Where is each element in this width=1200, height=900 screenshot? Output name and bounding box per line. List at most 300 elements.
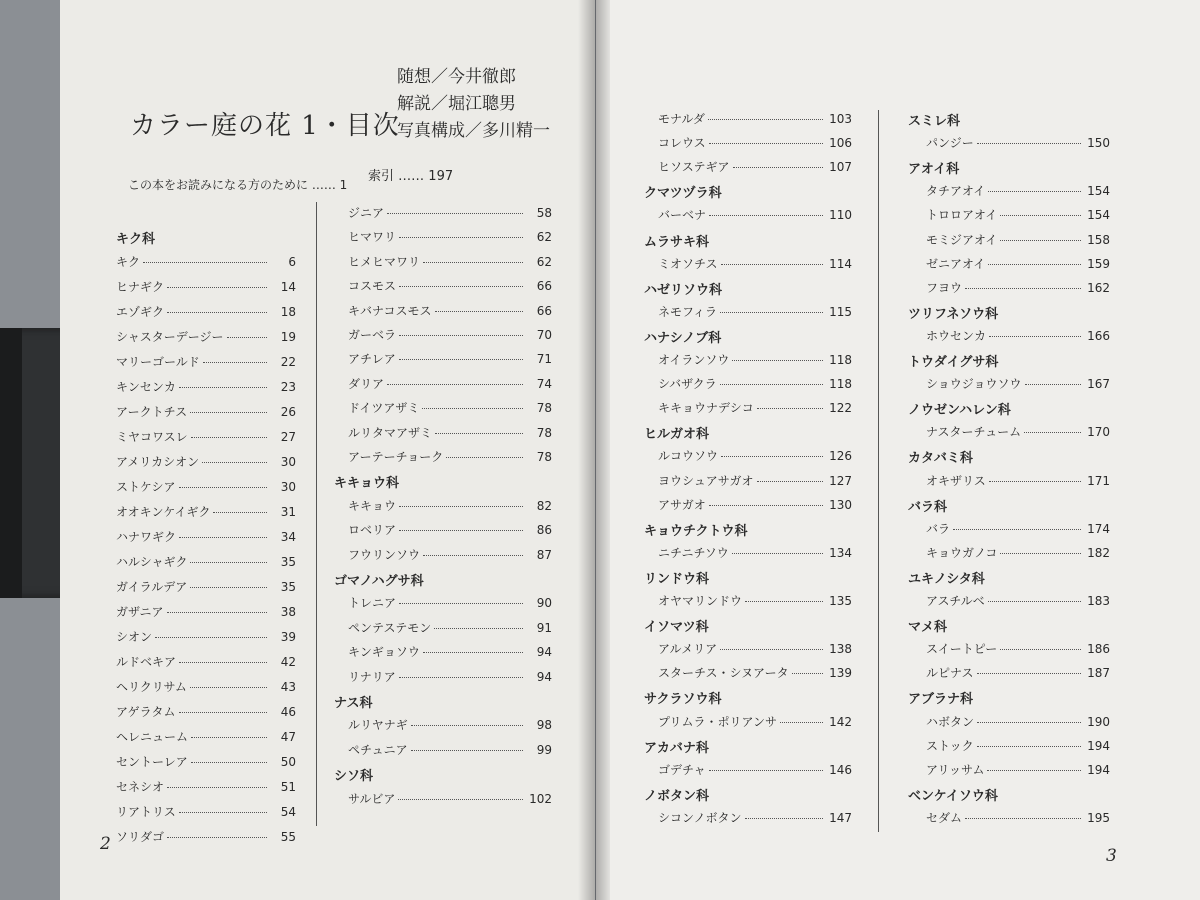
family-heading <box>644 737 852 755</box>
entry-page: 154 <box>1087 184 1110 199</box>
entry-page: 167 <box>1087 377 1110 392</box>
leader-dots <box>179 711 267 713</box>
toc-entry[interactable] <box>116 578 296 596</box>
entry-label: セネシオ <box>116 780 165 794</box>
toc-entry[interactable] <box>926 640 1110 658</box>
credits <box>397 64 550 145</box>
toc-entry[interactable] <box>116 753 296 771</box>
family-heading <box>908 688 1110 706</box>
toc-entry[interactable] <box>658 809 852 827</box>
entry-page: 195 <box>1087 810 1110 825</box>
leader-dots <box>155 636 267 638</box>
toc-entry[interactable] <box>926 423 1110 441</box>
entry-label: コレウス <box>658 136 706 151</box>
entry-page: 58 <box>536 206 552 220</box>
family-heading <box>908 399 1110 417</box>
toc-entry[interactable] <box>116 628 296 646</box>
entry-page: 146 <box>829 762 852 777</box>
family-name: イソマツ科 <box>644 620 709 636</box>
toc-entry[interactable] <box>658 158 852 176</box>
entry-page: 51 <box>280 780 296 794</box>
family-heading <box>334 472 552 490</box>
entry-page: 194 <box>1087 762 1110 777</box>
toc-entry[interactable] <box>658 544 852 562</box>
entry-label: アスチルベ <box>926 594 985 608</box>
entry-page: 170 <box>1087 425 1110 440</box>
leader-dots <box>399 358 523 360</box>
entry-page: 43 <box>280 680 296 694</box>
family-heading <box>908 351 1110 369</box>
toc-entry[interactable] <box>348 375 552 393</box>
entry-label: パンジー <box>926 136 974 151</box>
leader-dots <box>203 361 267 363</box>
leader-dots <box>387 212 523 214</box>
entry-label: トレニア <box>348 596 397 611</box>
intro-entry[interactable] <box>128 176 347 193</box>
family-name: ノウゼンハレン科 <box>908 403 1011 419</box>
toc-entry[interactable] <box>658 255 852 273</box>
entry-label: アメリカシオン <box>116 455 200 469</box>
entry-page: 86 <box>536 523 552 538</box>
toc-entry[interactable] <box>926 182 1110 200</box>
entry-label: リアトリス <box>116 805 176 819</box>
leader-dots <box>435 432 523 434</box>
leader-dots <box>190 686 267 688</box>
entry-label: ハルシャギク <box>116 555 188 569</box>
entry-label: シコンノボタン <box>658 810 742 825</box>
toc-entry[interactable] <box>348 741 552 759</box>
entry-label: モナルダ <box>658 112 705 126</box>
entry-page: 94 <box>536 645 552 660</box>
entry-page: 139 <box>829 666 852 681</box>
toc-entry[interactable] <box>116 253 296 271</box>
toc-entry[interactable] <box>116 553 296 571</box>
entry-page: 106 <box>829 136 852 151</box>
toc-entry[interactable] <box>926 544 1110 562</box>
entry-page: 42 <box>280 655 296 669</box>
family-name: アオイ科 <box>908 162 960 178</box>
entry-page: 50 <box>280 755 296 769</box>
family-name: キキョウ科 <box>334 476 400 492</box>
entry-label: オヤマリンドウ <box>658 594 743 608</box>
entry-page: 183 <box>1087 594 1110 608</box>
entry-label: バーベナ <box>658 208 707 223</box>
entry-page: 78 <box>536 401 552 416</box>
toc-entry[interactable] <box>926 809 1110 827</box>
entry-label: キク <box>116 255 141 269</box>
entry-page: 14 <box>280 280 296 294</box>
leader-dots <box>720 311 823 313</box>
toc-entry[interactable] <box>116 378 296 396</box>
leader-dots <box>732 552 823 554</box>
leader-dots <box>953 528 1081 530</box>
family-heading <box>334 570 552 588</box>
toc-entry[interactable] <box>348 350 552 368</box>
entry-label: プリムラ・ポリアンサ <box>658 714 778 729</box>
toc-entry[interactable] <box>348 448 552 466</box>
leader-dots <box>399 334 523 336</box>
entry-page: 186 <box>1087 642 1110 657</box>
family-name: ムラサキ科 <box>644 234 710 250</box>
entry-page: 90 <box>536 596 552 611</box>
leader-dots <box>987 769 1081 771</box>
toc-entry[interactable] <box>116 828 296 846</box>
leader-dots <box>423 554 523 556</box>
entry-page: 31 <box>280 505 296 519</box>
entry-label: セダム <box>926 810 963 825</box>
leader-dots <box>191 736 267 738</box>
entry-label: キキョウ <box>348 498 397 513</box>
leader-dots <box>977 721 1081 723</box>
family-name: アカバナ科 <box>644 740 709 756</box>
entry-label: オイランソウ <box>658 353 730 367</box>
entry-page: 19 <box>280 330 296 344</box>
toc-entry[interactable] <box>116 503 296 521</box>
entry-label: コスモス <box>348 279 397 294</box>
entry-page: 194 <box>1087 738 1110 753</box>
toc-entry[interactable] <box>116 403 296 421</box>
toc-entry[interactable] <box>658 134 852 152</box>
toc-entry[interactable] <box>116 278 296 296</box>
entry-label: キンセンカ <box>116 380 176 394</box>
entry-label: ストック <box>926 738 974 753</box>
entry-label: ダリア <box>348 376 385 391</box>
toc-entry[interactable] <box>348 619 552 637</box>
family-name: ベンケイソウ科 <box>908 788 998 804</box>
entry-label: ヒソステギア <box>658 160 730 175</box>
entry-page: 91 <box>536 620 552 635</box>
family-heading <box>644 616 852 634</box>
toc-entry[interactable] <box>658 761 852 779</box>
toc-entry[interactable] <box>348 546 552 564</box>
leader-dots <box>732 359 823 361</box>
leader-dots <box>989 480 1081 482</box>
entry-page: 18 <box>280 305 296 319</box>
leader-dots <box>709 214 823 216</box>
intro-label: この本をお読みになる方のために <box>128 178 309 192</box>
leader-dots <box>988 600 1081 602</box>
leader-dots <box>399 236 523 238</box>
entry-label: ジニア <box>348 206 385 220</box>
toc-entry[interactable] <box>116 528 296 546</box>
leader-dots <box>179 811 267 813</box>
entry-label: キバナコスモス <box>348 303 432 318</box>
entry-label: ヘリクリサム <box>116 680 187 694</box>
toc-entry[interactable] <box>926 231 1110 249</box>
toc-entry[interactable] <box>926 737 1110 755</box>
entry-label: セントーレア <box>116 755 188 769</box>
entry-label: ハナワギク <box>116 530 177 544</box>
entry-page: 62 <box>536 254 552 269</box>
entry-page: 47 <box>280 730 296 744</box>
family-name: ヒルガオ科 <box>644 427 710 443</box>
leader-dots <box>167 836 267 838</box>
entry-label: ルリタマアザミ <box>348 425 433 440</box>
index-entry[interactable] <box>368 165 453 184</box>
leader-dots <box>179 661 267 663</box>
entry-page: 78 <box>536 450 552 464</box>
leader-dots <box>988 190 1081 192</box>
leader-dots <box>780 721 823 723</box>
entry-label: ペチュニア <box>348 742 408 757</box>
leader-dots <box>977 142 1081 144</box>
toc-entry[interactable] <box>658 640 852 658</box>
entry-label: ミヤコワスレ <box>116 430 188 444</box>
index-page: 197 <box>428 169 454 184</box>
toc-entry[interactable] <box>116 778 296 796</box>
leader-dots <box>721 263 823 265</box>
entry-page: 70 <box>536 328 552 342</box>
entry-label: ガイラルデア <box>116 580 188 594</box>
leader-dots <box>399 285 523 287</box>
entry-page: 54 <box>280 805 296 819</box>
entry-page: 110 <box>829 208 852 223</box>
toc-entry[interactable] <box>348 497 552 515</box>
family-heading <box>644 423 852 441</box>
entry-page: 94 <box>536 669 552 684</box>
leader-dots <box>167 311 267 313</box>
toc-entry[interactable] <box>658 206 852 224</box>
entry-label: ペンテステモン <box>348 620 432 635</box>
toc-entry[interactable] <box>926 327 1110 345</box>
toc-entry[interactable] <box>116 428 296 446</box>
toc-entry[interactable] <box>926 520 1110 538</box>
entry-page: 171 <box>1087 473 1110 488</box>
leader-dots <box>965 817 1081 819</box>
toc-entry[interactable] <box>348 253 552 271</box>
entry-label: トロロアオイ <box>926 208 998 223</box>
family-name: スミレ科 <box>908 114 961 129</box>
entry-page: 66 <box>536 279 552 294</box>
leader-dots <box>988 263 1081 265</box>
entry-label: ネモフィラ <box>658 304 718 319</box>
page-title: カラー庭の花 1・目次 <box>130 111 400 141</box>
toc-entry[interactable] <box>926 206 1110 224</box>
entry-page: 71 <box>536 352 552 367</box>
leader-dots <box>423 261 523 263</box>
entry-page: 114 <box>829 256 852 271</box>
toc-entry[interactable] <box>116 478 296 496</box>
toc-entry[interactable] <box>658 447 852 465</box>
toc-entry[interactable] <box>116 328 296 346</box>
entry-page: 134 <box>829 545 852 560</box>
leader-dots <box>143 261 267 263</box>
entry-page: 98 <box>536 718 552 733</box>
entry-label: ガーベラ <box>348 328 397 342</box>
family-name: リンドウ科 <box>644 571 710 587</box>
entry-page: 6 <box>288 255 296 269</box>
leader-dots <box>227 336 267 338</box>
entry-label: ルリヤナギ <box>348 718 408 733</box>
entry-label: ヒマワリ <box>348 230 397 245</box>
entry-page: 26 <box>280 405 296 419</box>
leader-dots <box>708 118 823 120</box>
toc-entry[interactable] <box>348 228 552 246</box>
entry-page: 182 <box>1087 545 1110 560</box>
entry-page: 174 <box>1087 521 1110 536</box>
entry-label: フヨウ <box>926 280 963 295</box>
toc-entry[interactable] <box>926 761 1110 779</box>
leader-dots <box>446 456 523 458</box>
toc-entry[interactable] <box>348 594 552 612</box>
leader-dots <box>757 407 823 409</box>
toc-entry[interactable] <box>116 803 296 821</box>
family-heading <box>908 496 1110 514</box>
entry-page: 162 <box>1087 280 1110 295</box>
leader-dots <box>167 611 267 613</box>
leader-dots <box>1000 214 1081 216</box>
toc-entry[interactable] <box>658 375 852 393</box>
toc-entry[interactable] <box>116 678 296 696</box>
entry-label: スターチス・シヌアータ <box>658 666 789 681</box>
entry-label: ナスターチューム <box>926 425 1022 440</box>
leader-dots <box>422 407 523 409</box>
toc-entry[interactable] <box>926 592 1110 610</box>
toc-entry[interactable] <box>658 713 852 731</box>
entry-label: アーテーチョーク <box>348 450 444 464</box>
entry-page: 158 <box>1087 232 1110 247</box>
family-name: キョウチクトウ科 <box>644 523 748 539</box>
leader-dots <box>965 287 1081 289</box>
family-heading <box>644 688 852 706</box>
toc-entry[interactable] <box>116 728 296 746</box>
leader-dots <box>399 676 523 678</box>
toc-entry[interactable] <box>658 472 852 490</box>
toc-entry[interactable] <box>348 643 552 661</box>
entry-label: ハボタン <box>926 714 975 729</box>
toc-entry[interactable] <box>658 110 852 128</box>
family-heading <box>908 785 1110 803</box>
leader-dots <box>411 749 523 751</box>
family-heading <box>334 765 552 783</box>
family-heading <box>644 327 852 345</box>
family-heading <box>908 447 1110 465</box>
entry-label: ロベリア <box>348 523 397 538</box>
toc-entry[interactable] <box>926 134 1110 152</box>
credit-essay: 随想／今井徹郎 <box>397 67 516 87</box>
binder-clip-edge <box>0 328 22 598</box>
toc-entry[interactable] <box>116 453 296 471</box>
entry-page: 78 <box>536 425 552 440</box>
entry-label: ニチニチソウ <box>658 545 729 560</box>
leader-dots <box>399 529 523 531</box>
toc-entry[interactable] <box>658 303 852 321</box>
toc-entry[interactable] <box>658 351 852 369</box>
entry-label: シオン <box>116 630 153 644</box>
toc-entry[interactable] <box>926 472 1110 490</box>
entry-label: ゴデチャ <box>658 762 706 777</box>
entry-label: エゾギク <box>116 305 165 319</box>
entry-label: ヨウシュアサガオ <box>658 473 754 488</box>
entry-page: 35 <box>280 555 296 569</box>
leader-dots <box>190 586 267 588</box>
intro-dots: …… <box>311 178 336 192</box>
toc-entry[interactable] <box>348 521 552 539</box>
family-heading <box>908 158 1110 176</box>
toc-entry[interactable] <box>926 713 1110 731</box>
toc-entry[interactable] <box>926 664 1110 682</box>
leader-dots <box>191 761 267 763</box>
toc-entry[interactable] <box>926 255 1110 273</box>
family-name: ハナシノブ科 <box>644 330 722 346</box>
entry-page: 127 <box>829 473 852 488</box>
leader-dots <box>977 672 1081 674</box>
entry-page: 74 <box>536 376 552 391</box>
toc-entry[interactable] <box>348 668 552 686</box>
toc-entry[interactable] <box>926 375 1110 393</box>
toc-entry[interactable] <box>658 592 852 610</box>
toc-entry[interactable] <box>348 716 552 734</box>
entry-label: モミジアオイ <box>926 232 998 247</box>
toc-entry[interactable] <box>116 353 296 371</box>
leader-dots <box>1000 552 1081 554</box>
entry-page: 126 <box>829 449 852 464</box>
toc-entry[interactable] <box>116 703 296 721</box>
family-name: ゴマノハグサ科 <box>334 574 424 589</box>
entry-page: 30 <box>280 480 296 494</box>
entry-label: アークトチス <box>116 405 188 419</box>
entry-page: 166 <box>1087 328 1110 343</box>
entry-page: 159 <box>1087 256 1110 271</box>
entry-label: アルメリア <box>658 642 718 657</box>
leader-dots <box>190 411 267 413</box>
entry-label: ストケシア <box>116 480 176 494</box>
entry-page: 23 <box>280 380 296 394</box>
toc-entry[interactable] <box>348 302 552 320</box>
toc-entry[interactable] <box>926 279 1110 297</box>
toc-entry[interactable] <box>348 326 552 344</box>
entry-label: ルドベキア <box>116 655 177 669</box>
leader-dots <box>399 602 523 604</box>
entry-page: 135 <box>829 594 852 608</box>
toc-entry[interactable] <box>348 424 552 442</box>
leader-dots <box>411 724 523 726</box>
entry-label: タチアオイ <box>926 184 986 199</box>
toc-entry[interactable] <box>348 399 552 417</box>
entry-label: スイートピー <box>926 642 998 657</box>
toc-entry[interactable] <box>658 496 852 514</box>
entry-page: 122 <box>829 401 852 416</box>
toc-entry[interactable] <box>348 277 552 295</box>
family-heading <box>644 568 852 586</box>
toc-entry[interactable] <box>116 653 296 671</box>
entry-label: アリッサム <box>926 762 985 777</box>
entry-label: ミオソチス <box>658 256 718 271</box>
toc-entry[interactable] <box>116 603 296 621</box>
toc-entry[interactable] <box>658 664 852 682</box>
toc-entry[interactable] <box>348 790 552 808</box>
entry-label: フウリンソウ <box>348 547 421 562</box>
leader-dots <box>757 480 823 482</box>
toc-entry[interactable] <box>348 204 552 222</box>
toc-entry[interactable] <box>116 303 296 321</box>
family-name: ツリフネソウ科 <box>908 306 999 322</box>
entry-page: 55 <box>280 830 296 844</box>
toc-entry[interactable] <box>658 399 852 417</box>
entry-page: 30 <box>280 455 296 469</box>
entry-label: ソリダゴ <box>116 830 165 844</box>
leader-dots <box>709 142 823 144</box>
family-name: アブラナ科 <box>908 692 974 708</box>
leader-dots <box>721 455 823 457</box>
page-number-left: 2 <box>100 834 111 854</box>
entry-page: 99 <box>536 742 552 757</box>
family-heading <box>116 228 296 246</box>
leader-dots <box>167 286 267 288</box>
leader-dots <box>1024 431 1081 433</box>
family-heading <box>644 785 852 803</box>
leader-dots <box>434 627 523 629</box>
